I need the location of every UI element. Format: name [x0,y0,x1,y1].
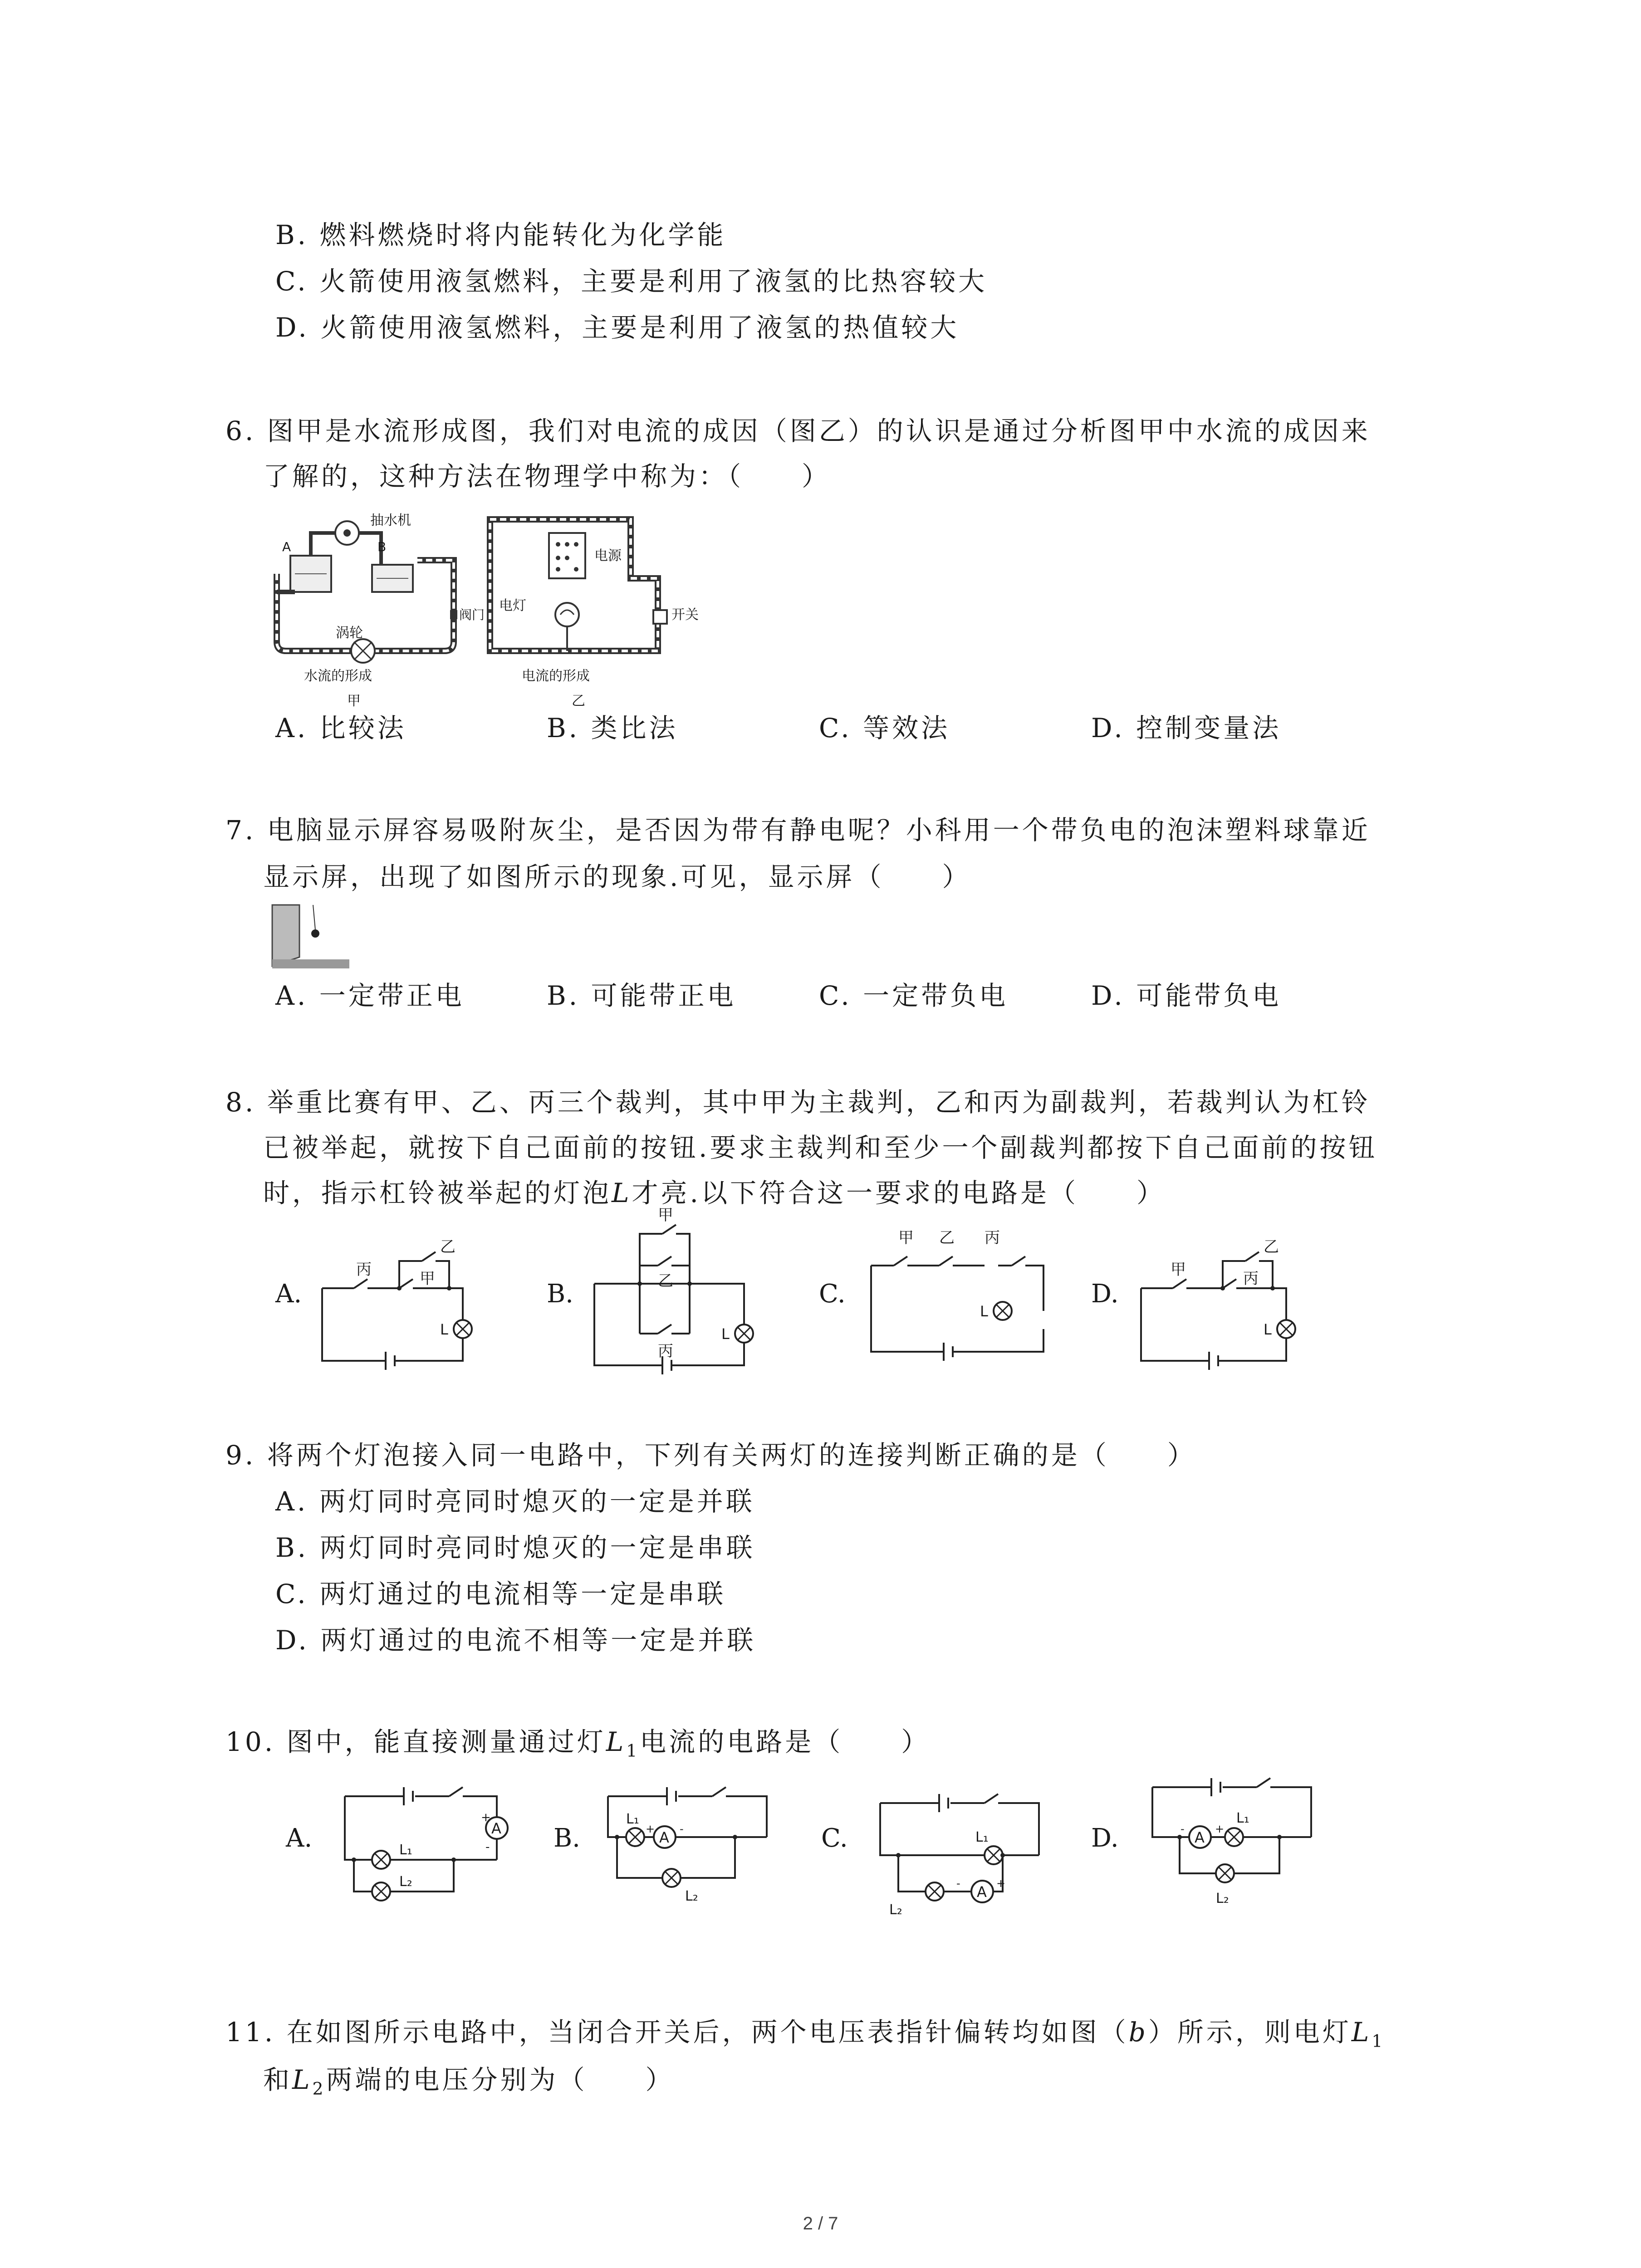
switch-bing-label: 丙 [356,1261,372,1279]
switch-label: 开关 [671,607,699,623]
q8-stem-line1: 8. 举重比赛有甲、乙、丙三个裁判，其中甲为主裁判，乙和丙为副裁判，若裁判认为杠铃 [225,1087,1371,1118]
page-number: 2 / 7 [803,2214,838,2234]
switch-yi-label: 乙 [658,1272,673,1290]
q11-var-l1: L [1351,2017,1372,2048]
lamp-l2-label: L₂ [1216,1891,1229,1906]
lamp-l-label: L [721,1325,730,1343]
q8-stem-line3 [263,1175,1166,1211]
q10-stem [225,1724,930,1769]
turbine-label: 涡轮 [336,625,363,641]
q8-stem-line2: 已被举起，就按下自己面前的按钮.要求主裁判和至少一个副裁判都按下自己面前的按钮 [263,1132,1378,1163]
q10-circuit-d [1143,1769,1325,1932]
ammeter-label: A [491,1820,501,1837]
lamp-l1-label: L₁ [975,1829,989,1845]
lamp-l2-label: L₂ [889,1902,902,1918]
switch-jia-label: 甲 [898,1229,914,1247]
water-flow-figure [268,506,485,714]
q10-var-sub: 1 [626,1740,640,1761]
q11-line2-post: 两端的电压分别为（ ） [326,2064,675,2095]
lamp-l2-label: L₂ [399,1874,412,1890]
q8-letter-c: C. [819,1279,846,1309]
q7-option-c: C. 一定带负电 [819,980,1009,1011]
lamp-l-label: L [1264,1321,1272,1338]
lamp-l-label: L [440,1321,448,1338]
switch-jia-label: 甲 [658,1206,673,1224]
q8-letter-d: D. [1091,1279,1119,1309]
q7-stem-line2: 显示屏，出现了如图所示的现象.可见，显示屏（ ） [263,861,971,892]
lamp-l1-label: L₁ [626,1811,639,1827]
switch-jia-label: 甲 [420,1270,435,1288]
switch-yi-label: 乙 [1264,1238,1279,1256]
q10-stem-pre: 10. 图中，能直接测量通过灯 [225,1726,606,1757]
q6-option-a: A. 比较法 [275,713,407,743]
lamp-l-label: L [980,1303,988,1320]
switch-yi-label: 乙 [939,1229,955,1247]
plus-terminal: + [646,1823,655,1835]
q10-letter-a: A. [286,1823,313,1853]
q6-option-c: C. 等效法 [819,713,950,743]
q10-letter-b: B. [554,1823,580,1853]
q5-option-d: D. 火箭使用液氢燃料，主要是利用了液氢的热值较大 [275,312,960,343]
current-flow-figure [481,506,717,714]
q9-stem: 9. 将两个灯泡接入同一电路中，下列有关两灯的连接判断正确的是（ ） [225,1440,1196,1471]
q11-var-b: b [1128,2017,1148,2048]
q8-letter-a: A. [275,1279,302,1309]
q10-letter-c: C. [821,1823,848,1853]
minus-terminal: - [485,1840,490,1854]
pump-label: 抽水机 [370,513,411,528]
q7-option-d: D. 可能带负电 [1091,980,1282,1011]
q11-stem-line2 [263,2062,675,2107]
current-flow-caption: 电流的形成 [522,668,590,684]
q7-option-b: B. 可能带正电 [547,980,736,1011]
water-flow-caption: 水流的形成 [304,668,372,684]
q11-var-l2: L [292,2064,313,2095]
q11-line2-pre: 和 [263,2064,293,2095]
q8-line3-pre: 时，指示杠铃被举起的灯泡 [263,1178,612,1208]
q9-option-d: D. 两灯通过的电流不相等一定是并联 [275,1625,756,1656]
q11-var-l1-sub: 1 [1372,2031,1386,2051]
q6-stem-line2: 了解的，这种方法在物理学中称为：（ ） [263,461,831,492]
switch-bing-label: 丙 [985,1229,1000,1247]
power-source-label: 电源 [594,548,622,564]
switch-bing-label: 丙 [658,1342,673,1360]
q11-line1-pre: 11. 在如图所示电路中，当闭合开关后，两个电压表指针偏转均如图（ [225,2017,1129,2048]
q11-line1-mid: ）所示，则电灯 [1148,2017,1352,2048]
q8-circuit-d [1136,1220,1309,1374]
figure-jia-label: 甲 [347,693,361,709]
q5-option-b: B. 燃料燃烧时将内能转化为化学能 [275,220,726,250]
switch-yi-label: 乙 [440,1238,456,1256]
q10-circuit-a [336,1778,517,1914]
q6-stem-line1: 6. 图甲是水流形成图，我们对电流的成因（图乙）的认识是通过分析图甲中水流的成因来 [225,415,1371,446]
q9-option-c: C. 两灯通过的电流相等一定是串联 [275,1579,726,1609]
minus-terminal: - [680,1823,684,1835]
q10-circuit-b [599,1778,780,1914]
q10-letter-d: D. [1091,1823,1119,1853]
monitor-figure [268,903,354,971]
q9-option-a: A. 两灯同时亮同时熄灭的一定是并联 [275,1486,755,1517]
valve-label: 阀门 [459,607,485,622]
q8-circuit-b [590,1207,762,1379]
q10-var-l: L [606,1726,627,1757]
q11-stem-line1 [225,2014,1385,2059]
container-a-label: A [282,539,291,554]
plus-terminal: + [1215,1823,1225,1835]
switch-bing-label: 丙 [1243,1270,1259,1288]
lamp-l2-label: L₂ [685,1888,698,1904]
q10-stem-post: 电流的电路是（ ） [640,1726,931,1757]
q8-line3-post: 才亮.以下符合这一要求的电路是（ ） [632,1178,1166,1208]
container-b-label: B [377,539,387,554]
figure-yi-label: 乙 [572,693,585,709]
q5-option-c: C. 火箭使用液氢燃料，主要是利用了液氢的比热容较大 [275,266,988,297]
q11-var-l2-sub: 2 [312,2078,326,2099]
q10-circuit-c [871,1778,1053,1923]
q8-var-l: L [612,1178,632,1208]
q7-option-a: A. 一定带正电 [275,980,465,1011]
ammeter-label: A [977,1883,987,1901]
q6-option-d: D. 控制变量法 [1091,713,1282,743]
lamp-l1-label: L₁ [1236,1810,1249,1826]
minus-terminal: - [956,1877,960,1890]
ammeter-label: A [1195,1829,1205,1846]
q8-letter-b: B. [547,1279,573,1309]
plus-terminal: + [481,1811,491,1824]
q6-option-b: B. 类比法 [547,713,678,743]
ammeter-label: A [659,1829,669,1846]
plus-terminal: + [996,1877,1006,1890]
q8-circuit-a [318,1220,481,1374]
switch-jia-label: 甲 [1171,1261,1186,1279]
minus-terminal: - [1181,1823,1185,1835]
q9-option-b: B. 两灯同时亮同时熄灭的一定是串联 [275,1532,755,1563]
lamp-l1-label: L₁ [399,1842,412,1858]
q8-circuit-c [867,1220,1057,1365]
q7-stem-line1: 7. 电脑显示屏容易吸附灰尘，是否因为带有静电呢？小科用一个带负电的泡沫塑料球靠近 [225,815,1371,846]
lamp-label: 电灯 [499,598,526,614]
